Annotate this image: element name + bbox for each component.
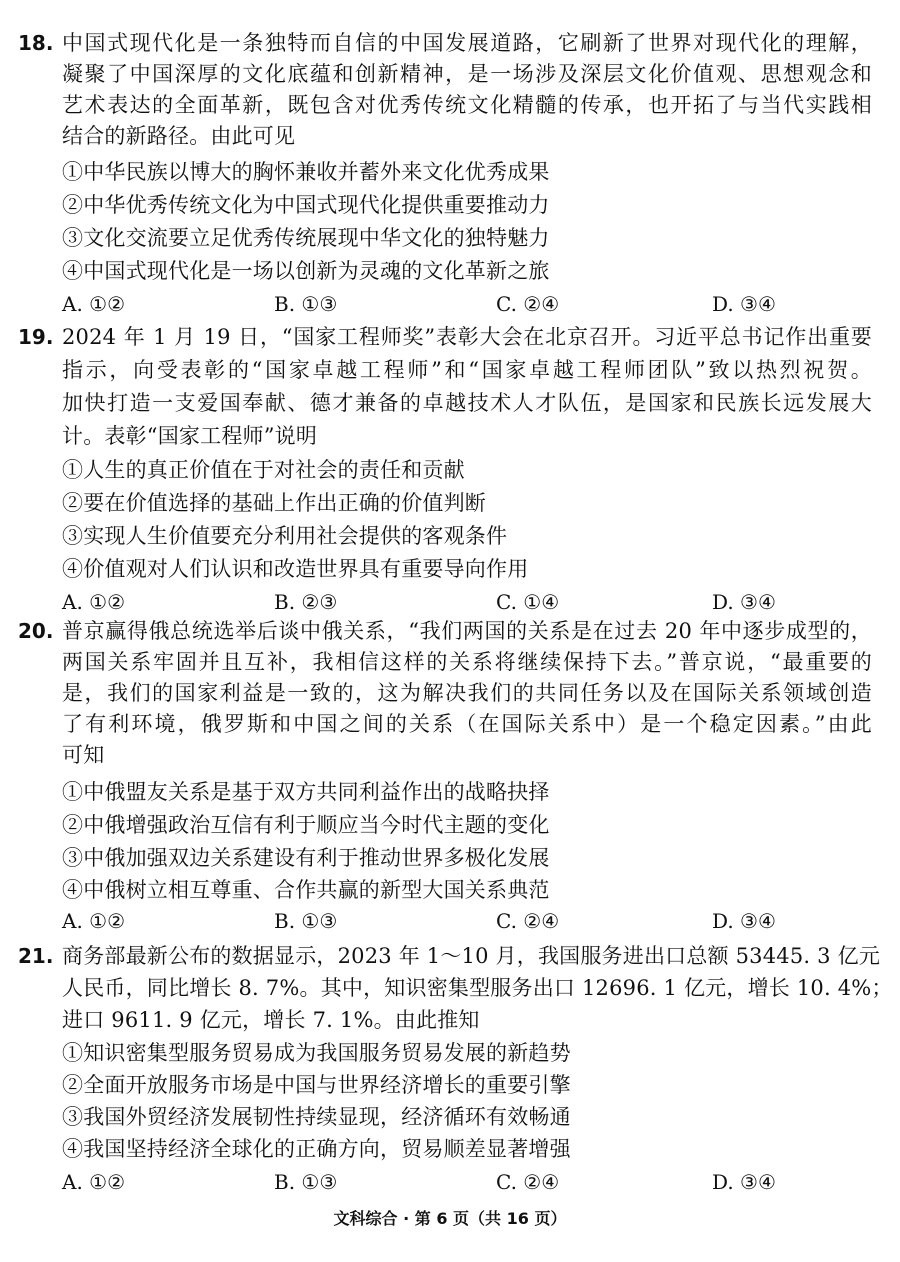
- answer-choices: [62, 906, 872, 937]
- question-stem-line: 中国式现代化是一条独特而自信的中国发展道路，它刷新了世界对现代化的理解，: [62, 31, 872, 55]
- statement-option: ③中俄加强双边关系建设有利于推动世界多极化发展: [62, 846, 550, 870]
- question-stem-line: 可知: [62, 743, 105, 767]
- answer-choice-d: D. ③④: [712, 292, 776, 316]
- answer-choice-c: C. ②④: [496, 292, 560, 316]
- statement-option: ①中华民族以博大的胸怀兼收并蓄外来文化优秀成果: [62, 160, 550, 184]
- answer-choice-d: D. ③④: [712, 590, 776, 614]
- statement-option: ②要在价值选择的基础上作出正确的价值判断: [62, 491, 486, 515]
- question-stem-line: 指示，向受表彰的“国家卓越工程师”和“国家卓越工程师团队”致以热烈祝贺。: [62, 358, 872, 382]
- question-number: 18.: [18, 31, 54, 55]
- answer-choice-d: D. ③④: [712, 1170, 776, 1194]
- answer-choice-d: D. ③④: [712, 909, 776, 933]
- statement-option: ②中华优秀传统文化为中国式现代化提供重要推动力: [62, 193, 550, 217]
- question-stem-line: 凝聚了中国深厚的文化底蕴和创新精神，是一场涉及深层文化价值观、思想观念和: [62, 62, 872, 86]
- statement-option: ①知识密集型服务贸易成为我国服务贸易发展的新趋势: [62, 1041, 571, 1065]
- question-stem-line: 进口 9611. 9 亿元，增长 7. 1%。由此推知: [62, 1008, 480, 1032]
- question-stem-line: 两国关系牢固并且互补，我相信这样的关系将继续保持下去。”普京说，“最重要的: [62, 650, 872, 674]
- statement-option: ②中俄增强政治互信有利于顺应当今时代主题的变化: [62, 813, 550, 837]
- answer-choices: [62, 587, 872, 618]
- statement-option: ④我国坚持经济全球化的正确方向，贸易顺差显著增强: [62, 1137, 571, 1161]
- answer-choice-a: A. ①②: [62, 590, 126, 614]
- statement-option: ③实现人生价值要充分利用社会提供的客观条件: [62, 524, 508, 548]
- page-footer: 文科综合 · 第 6 页（共 16 页）: [333, 1209, 567, 1228]
- answer-choice-b: B. ①③: [274, 909, 338, 933]
- statement-option: ④中国式现代化是一场以创新为灵魂的文化革新之旅: [62, 259, 550, 283]
- question-stem-line: 是，我们的国家利益是一致的，这为解决我们的共同任务以及在国际关系领域创造: [62, 681, 872, 705]
- answer-choice-a: A. ①②: [62, 292, 126, 316]
- question-stem-line: 艺术表达的全面革新，既包含对优秀传统文化精髓的传承，也开拓了与当代实践相: [62, 93, 872, 117]
- question-stem-line: 加快打造一支爱国奉献、德才兼备的卓越技术人才队伍，是国家和民族长远发展大: [62, 391, 872, 415]
- answer-choice-c: C. ②④: [496, 909, 560, 933]
- answer-choice-a: A. ①②: [62, 909, 126, 933]
- statement-option: ③我国外贸经济发展韧性持续显现，经济循环有效畅通: [62, 1105, 571, 1129]
- statement-option: ④价值观对人们认识和改造世界具有重要导向作用: [62, 557, 529, 581]
- answer-choice-b: B. ①③: [274, 1170, 338, 1194]
- statement-option: ②全面开放服务市场是中国与世界经济增长的重要引擎: [62, 1073, 571, 1097]
- answer-choice-c: C. ②④: [496, 1170, 560, 1194]
- question-stem-line: 了有利环境，俄罗斯和中国之间的关系（在国际关系中）是一个稳定因素。”由此: [62, 712, 872, 736]
- statement-option: ①中俄盟友关系是基于双方共同利益作出的战略抉择: [62, 780, 550, 804]
- answer-choice-a: A. ①②: [62, 1170, 126, 1194]
- answer-choices: [62, 289, 872, 320]
- question-stem-line: 商务部最新公布的数据显示，2023 年 1～10 月，我国服务进出口总额 53445. 3 亿元: [62, 944, 881, 968]
- answer-choice-b: B. ①③: [274, 292, 338, 316]
- question-stem-line: 普京赢得俄总统选举后谈中俄关系，“我们两国的关系是在过去 20 年中逐步成型的，: [62, 619, 872, 643]
- question-number: 20.: [18, 619, 54, 643]
- question-number: 21.: [18, 944, 54, 968]
- question-stem-line: 计。表彰“国家工程师”说明: [62, 424, 318, 448]
- statement-option: ③文化交流要立足优秀传统展现中华文化的独特魅力: [62, 226, 550, 250]
- answer-choice-c: C. ①④: [496, 590, 560, 614]
- statement-option: ④中俄树立相互尊重、合作共赢的新型大国关系典范: [62, 878, 550, 902]
- question-stem-line: 结合的新路径。由此可见: [62, 124, 296, 148]
- answer-choices: [62, 1167, 872, 1198]
- question-stem-line: 人民币，同比增长 8. 7%。其中，知识密集型服务出口 12696. 1 亿元，增长 10. 4%；: [62, 976, 893, 1000]
- answer-choice-b: B. ②③: [274, 590, 338, 614]
- question-number: 19.: [18, 325, 54, 349]
- statement-option: ①人生的真正价值在于对社会的责任和贡献: [62, 458, 465, 482]
- question-stem-line: 2024 年 1 月 19 日，“国家工程师奖”表彰大会在北京召开。习近平总书记作出重要: [62, 325, 872, 349]
